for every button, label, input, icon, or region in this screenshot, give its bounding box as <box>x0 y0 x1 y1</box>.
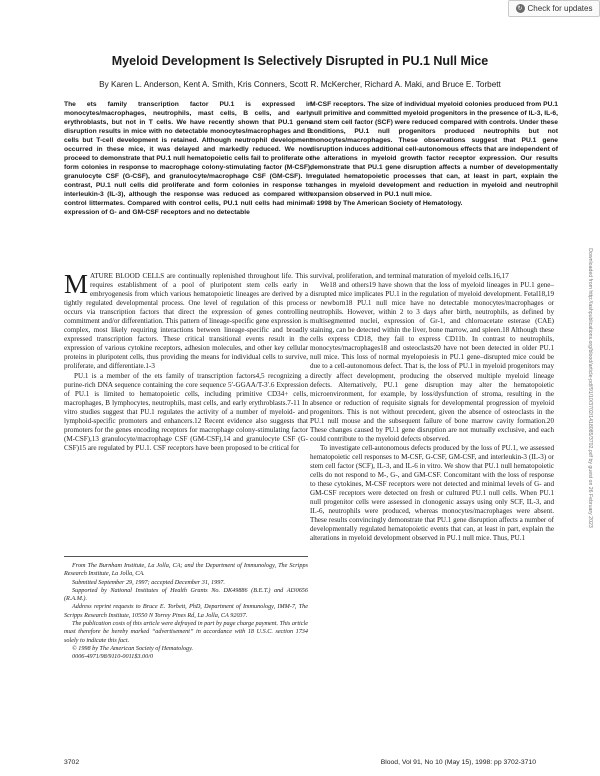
footnote-support: Supported by National Institutes of Health Grants No. DK49886 (B.E.T.) and AI30656 (R.A.M.). <box>64 586 308 603</box>
article-authors: By Karen L. Anderson, Kent A. Smith, Kris Conners, Scott R. McKercher, Richard A. Maki, and Bruce E. Torbett <box>99 80 501 89</box>
footnote-charges: The publication costs of this article were defrayed in part by page charge payment. This article must therefore be hereby marked “advertisement” in accordance with 18 U.S.C. section 1734 solely to indicate this fact. <box>64 620 308 644</box>
drop-cap: M <box>64 269 89 299</box>
abstract-right-text: M-CSF receptors. The size of individual myeloid colonies produced from PU.1 null primitive and committed myeloid progenitors in the presence of IL-3, IL-6, and stem cell factor (SCF) were reduced compared with controls. Under these conditions, PU.1 null progenitors produced neutrophils but not monocytes/macrophages. These observations suggest that PU.1 gene disruption induces additional cell-autonomous effects that are independent of the alterations in myeloid growth factor receptor expression. Our results demonstrate that PU.1 gene disruption affects a number of developmentally regulated hematopoietic processes that can, at least in part, explain the changes in myeloid development and reduction in myeloid and neutrophil expansion observed in PU.1 null mice. <box>310 101 558 198</box>
right-paragraph-2: We18 and others19 have shown that the loss of myeloid lineages in PU.1 gene–disrupted mice implicates PU.1 in the regulation of myeloid development. Fetal18,19 or newborn18 PU.1 null mice have no detectable monocytes/macrophages or neutrophils. However, within 2 to 3 days after birth, neutrophils, as defined by multisegmented nuclei, expression of Gr-1, and chloroacetate esterase (CAE) staining, can be detected within the liver, bone marrow, and spleen.18 Although these cells express CD18, they fail to express CD11b. In contrast to neutrophils, monocytes/macrophages18 and osteoclasts20 have not been detected in older PU.1 null mice. This loss of normal myelopoiesis in PU.1 gene–disrupted mice could be due to a cell-autonomous defect. That is, the loss of PU.1 in myeloid progenitors may directly affect development, producing the observed multiple myeloid lineage defects. Alternatively, PU.1 gene disruption may alter the hematopoietic microenvironment, for example, by loss/dysfunction of stroma, resulting in the absence or reduction of requisite signals for developmental progression of myeloid progenitors. This is not without precedent, given the absence of osteoclasts in the PU.1 null mouse and the subsequent failure of bone marrow cavity formation.20 These changes caused by PU.1 gene disruption are not mutually exclusive, and each could contribute to the myeloid defects observed. <box>310 281 554 443</box>
footnote-issn: 0006-4971/98/9110-0011$3.00/0 <box>72 653 154 661</box>
footnote-copyright: © 1998 by The American Society of Hematology. <box>72 644 194 652</box>
intro-paragraph-1 <box>64 269 308 372</box>
footnote-reprints: Address reprint requests to Bruce E. Torbett, PhD, Department of Immunology, IMM-7, The Scripps Research Institute, 10550 N Torrey Pines Rd, La Jolla, CA 92037. <box>64 603 308 619</box>
intro-paragraph-2: PU.1 is a member of the ets family of transcription factors4,5 recognizing a purine-rich DNA sequence containing the core sequence 5′-GGAA/T-3′.6 Expression of PU.1 is limited to hematopoietic cells, including primitive CD34+ cells, macrophages, B lymphocytes, neutrophils, mast cells, and early erythroblasts.7-11 In vitro studies suggest that PU.1 regulates the activity of a number of myeloid- and lymphoid-specific promoters and enhancers.12 Recent evidence also suggests that promoters for the genes encoding receptors for macrophage colony-stimulating factor (M-CSF),13 granulocyte/macrophage CSF (GM-CSF),14 and granulocyte CSF (G-CSF)15 are regulated by PU.1. CSF receptors have been proposed to be critical for <box>64 371 308 452</box>
body-left-column <box>64 269 308 453</box>
abstract-left-column: The ets family transcription factor PU.1 is expressed in monocytes/macrophages, neutrophils, mast cells, B cells, and early erythroblasts, but not in T cells. We have recently shown that PU.1 gene disruption results in mice with no detectable monocytes/macrophages and B cells but T-cell development is retained. Although neutrophil development occurred in these mice, it was delayed and markedly reduced. We now proceed to demonstrate that PU.1 null hematopoietic cells fail to proliferate or form colonies in response to macrophage colony-stimulating factor (M-CSF), granulocyte CSF (G-CSF), and granulocyte/macrophage CSF (GM-CSF). In contrast, PU.1 null cells did proliferate and form colonies in response to interleukin-3 (IL-3), although the response was reduced as compared with control littermates. Compared with control cells, PU.1 null cells had minimal expression of G- and GM-CSF receptors and no detectable <box>64 101 312 216</box>
check-for-updates-button[interactable] <box>508 0 600 17</box>
intro-paragraph-1-text: ATURE BLOOD CELLS are continually replenished throughout life. This requires establishment of a pool of pluripotent stem cells early in embryogenesis from which various hematopoietic lineages are derived by a tightly regulated developmental process. One level of regulation of this process occurs via transcription factors that direct the expression of genes controlling commitment and/or differentiation. This pattern of lineage-specific gene expression is complex, most likely requiring interactions between lineage-specific and broadly expressed transcription factors. These critical transitional events result in the expression of various cytokine receptors, adhesion molecules, and other key cellular proteins in pluripotent cells, thus providing the means for individual cells to survive, proliferate, and differentiate.1-3 <box>64 272 308 371</box>
footnote-divider <box>64 556 308 557</box>
footnote-affiliation: From The Burnham Institute, La Jolla, CA; and the Department of Immunology, The Scripps Research Institute, La Jolla, CA. <box>64 562 308 578</box>
article-title: Myeloid Development Is Selectively Disrupted in PU.1 Null Mice <box>111 54 489 68</box>
footnotes <box>64 562 308 662</box>
right-paragraph-3: To investigate cell-autonomous defects produced by the loss of PU.1, we assessed hematopoietic cell responses to M-CSF, G-CSF, GM-CSF, and interleukin-3 (IL-3) or stem cell factor (SCF), IL-3, and IL-6 in vitro. We show that PU.1 null hematopoietic cells do not respond to M-, G-, and GM-CSF. Concomitant with the loss of response to these cytokines, M-CSF receptors were not detected and minimal levels of G- and GM-CSF receptors were detected on fresh or cultured PU.1 null cells. When PU.1 null progenitor cells were assessed in clonogenic assays using only SCF, IL-3, and IL-6, neutrophils were produced, whereas monocytes/macrophages were absent. These results convincingly demonstrate that PU.1 gene disruption affects a number of developmentally regulated hematopoietic events that can, at least in part, explain the alterations in myeloid development observed in PU.1 null mice. Thus, PU.1 <box>310 443 554 543</box>
check-for-updates-label: Check for updates <box>527 4 593 13</box>
abstract-copyright: © 1998 by The American Society of Hematology. <box>310 200 463 207</box>
journal-reference: Blood, Vol 91, No 10 (May 15), 1998: pp 3702-3710 <box>380 759 536 766</box>
page-number: 3702 <box>64 759 80 766</box>
footnote-submitted: Submitted September 29, 1997; accepted December 31, 1997. <box>72 578 225 586</box>
right-paragraph-1: survival, proliferation, and terminal maturation of myeloid cells.16,17 <box>310 272 509 280</box>
refresh-icon: ↻ <box>517 5 523 12</box>
download-side-note-text: Downloaded from http://ashpublications.org/blood/article-pdf/91/10/3702/1418085/3702.pdf by guest on 26 February 2023 <box>587 248 593 528</box>
abstract-right-column <box>310 100 558 208</box>
body-right-column <box>310 272 554 543</box>
